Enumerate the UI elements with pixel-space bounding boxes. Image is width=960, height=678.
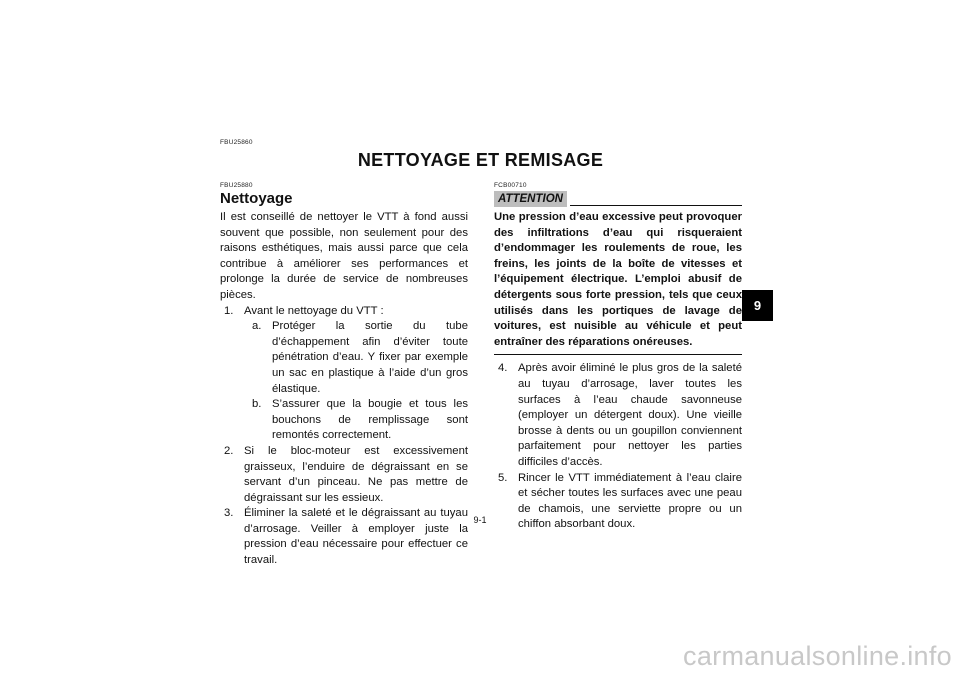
step-text: Rincer le VTT immédiatement à l’eau claire et sécher toutes les surfaces avec une peau de chamois, une serviette propre ou un chiffon absorbant doux. [518, 471, 742, 531]
section-code: FBU25880 [220, 182, 253, 189]
page-number: 9-1 [473, 515, 487, 525]
step-number: 4. [498, 362, 508, 375]
left-column [220, 182, 468, 569]
page-title: NETTOYAGE ET REMISAGE [357, 150, 604, 170]
substep-number: a. [252, 320, 262, 333]
step-number: 2. [224, 444, 234, 457]
substep-text: S’assurer que la bougie et tous les bouchons de remplissage sont remontés correctement. [272, 398, 468, 442]
list-item [220, 444, 468, 506]
caution-header [494, 191, 742, 207]
steps-list [220, 304, 468, 569]
step-text: Avant le nettoyage du VTT : [244, 304, 384, 317]
section-heading: Nettoyage [220, 190, 293, 207]
caution-rule [570, 205, 742, 206]
caution-text: Une pression d’eau excessive peut provoquer des infiltrations d’eau qui risqueraient d’endommager les roulements de roue, les freins, les joints de la boîte de vitesses et l’équipement électrique. L’emploi abusif de détergents sous forte pression, tels que ceux utilisés dans les portiques de lavage de voitures, est nuisible au véhicule et peut entraîner des réparations onéreuses. [494, 210, 742, 355]
substep-number: b. [252, 398, 262, 411]
substep-text: Protéger la sortie du tube d’échappement afin d’éviter toute pénétration d’eau. Y fixer par exemple un sac en plastique à l’aide d’un gros élastique. [272, 320, 468, 395]
caution-code: FCB00710 [494, 182, 527, 189]
intro-paragraph: Il est conseillé de nettoyer le VTT à fond aussi souvent que possible, non seulement pour des raisons esthétiques, mais aussi parce que cela contribue à améliorer ses performances et prolonge la durée de service de nombreuses pièces. [220, 211, 468, 301]
steps-list-continued [494, 361, 742, 533]
step-number: 5. [498, 471, 508, 484]
list-item [220, 304, 468, 444]
step-text: Après avoir éliminé le plus gros de la saleté au tuyau d’arrosage, laver toutes les surfaces à l’eau chaude savonneuse (employer un détergent doux). Une vieille brosse à dents ou un goupillon conviennent parfaitement pour nettoyer les parties difficiles d’accès. [518, 362, 742, 468]
watermark: carmanualsonline.info [683, 641, 952, 671]
list-item [494, 361, 742, 470]
step-text: Si le bloc-moteur est excessivement graisseux, l’enduire de dégraissant en se servant d’un pinceau. Ne pas mettre de dégraissant sur les essieux. [244, 444, 468, 504]
step-number: 1. [224, 304, 234, 317]
chapter-tab: 9 [742, 290, 773, 321]
step-number: 3. [224, 507, 234, 520]
document-code: FBU25860 [220, 139, 253, 146]
caution-label: ATTENTION [494, 191, 567, 207]
step-text: Éliminer la saleté et le dégraissant au tuyau d’arrosage. Veiller à employer juste la pression d’eau nécessaire pour effectuer ce travail. [244, 507, 468, 567]
right-column [494, 182, 742, 533]
